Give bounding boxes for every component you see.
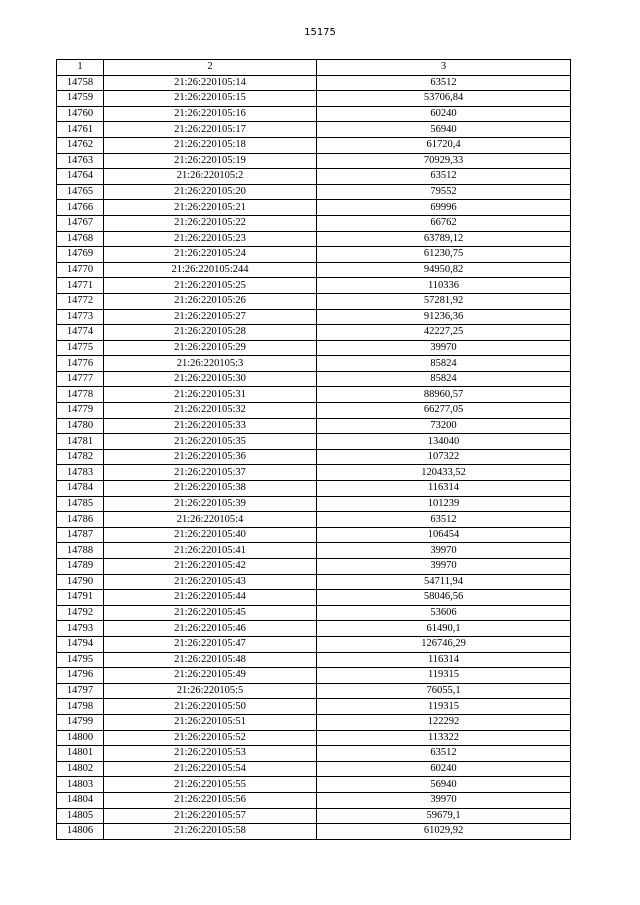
table-row [57,449,571,465]
row-number-cell: 14777 [57,371,104,387]
cadastral-number-cell: 21:26:220105:21 [104,200,317,216]
cadastral-number-cell: 21:26:220105:51 [104,714,317,730]
table-row [57,169,571,185]
value-cell: 106454 [317,527,571,543]
value-cell: 107322 [317,449,571,465]
table-row [57,278,571,294]
row-number-cell: 14799 [57,714,104,730]
cadastral-number-cell: 21:26:220105:40 [104,527,317,543]
value-cell: 53706,84 [317,91,571,107]
value-cell: 119315 [317,699,571,715]
cadastral-number-cell: 21:26:220105:36 [104,449,317,465]
row-number-cell: 14805 [57,808,104,824]
value-cell: 39970 [317,792,571,808]
cadastral-number-cell: 21:26:220105:46 [104,621,317,637]
row-number-cell: 14791 [57,590,104,606]
cadastral-number-cell: 21:26:220105:37 [104,465,317,481]
cadastral-number-cell: 21:26:220105:35 [104,434,317,450]
table-row [57,91,571,107]
cadastral-number-cell: 21:26:220105:54 [104,761,317,777]
row-number-cell: 14798 [57,699,104,715]
cadastral-number-cell: 21:26:220105:48 [104,652,317,668]
row-number-cell: 14768 [57,231,104,247]
table-row [57,559,571,575]
value-cell: 63789,12 [317,231,571,247]
table-body [57,75,571,839]
value-cell: 110336 [317,278,571,294]
row-number-cell: 14766 [57,200,104,216]
value-cell: 79552 [317,184,571,200]
value-cell: 57281,92 [317,293,571,309]
value-cell: 85824 [317,356,571,372]
table-row [57,184,571,200]
cadastral-number-cell: 21:26:220105:20 [104,184,317,200]
table-row [57,730,571,746]
value-cell: 101239 [317,496,571,512]
row-number-cell: 14764 [57,169,104,185]
cadastral-number-cell: 21:26:220105:244 [104,262,317,278]
table-row [57,418,571,434]
value-cell: 60240 [317,106,571,122]
value-cell: 42227,25 [317,325,571,341]
cadastral-number-cell: 21:26:220105:27 [104,309,317,325]
cadastral-number-cell: 21:26:220105:55 [104,777,317,793]
row-number-cell: 14804 [57,792,104,808]
row-number-cell: 14765 [57,184,104,200]
table-row [57,777,571,793]
row-number-cell: 14789 [57,559,104,575]
cadastral-number-cell: 21:26:220105:19 [104,153,317,169]
value-cell: 70929,33 [317,153,571,169]
value-cell: 116314 [317,652,571,668]
value-cell: 60240 [317,761,571,777]
row-number-cell: 14781 [57,434,104,450]
row-number-cell: 14762 [57,137,104,153]
value-cell: 39970 [317,559,571,575]
cadastral-number-cell: 21:26:220105:24 [104,247,317,263]
table-row [57,465,571,481]
column-header-1: 1 [57,60,104,76]
table-row [57,122,571,138]
row-number-cell: 14790 [57,574,104,590]
cadastral-number-cell: 21:26:220105:23 [104,231,317,247]
cadastral-number-cell: 21:26:220105:15 [104,91,317,107]
row-number-cell: 14769 [57,247,104,263]
row-number-cell: 14795 [57,652,104,668]
value-cell: 85824 [317,371,571,387]
cadastral-number-cell: 21:26:220105:30 [104,371,317,387]
row-number-cell: 14786 [57,512,104,528]
value-cell: 120433,52 [317,465,571,481]
cadastral-number-cell: 21:26:220105:38 [104,481,317,497]
table-row [57,714,571,730]
row-number-cell: 14787 [57,527,104,543]
row-number-cell: 14775 [57,340,104,356]
table-row [57,746,571,762]
table-row [57,590,571,606]
table-row [57,543,571,559]
value-cell: 134040 [317,434,571,450]
table-row [57,652,571,668]
cadastral-number-cell: 21:26:220105:58 [104,824,317,840]
cadastral-value-table [56,59,571,840]
row-number-cell: 14792 [57,605,104,621]
row-number-cell: 14801 [57,746,104,762]
cadastral-number-cell: 21:26:220105:31 [104,387,317,403]
row-number-cell: 14760 [57,106,104,122]
table-row [57,683,571,699]
table-row [57,481,571,497]
value-cell: 113322 [317,730,571,746]
row-number-cell: 14761 [57,122,104,138]
cadastral-number-cell: 21:26:220105:42 [104,559,317,575]
row-number-cell: 14772 [57,293,104,309]
cadastral-number-cell: 21:26:220105:57 [104,808,317,824]
cadastral-number-cell: 21:26:220105:25 [104,278,317,294]
row-number-cell: 14785 [57,496,104,512]
table-row [57,356,571,372]
value-cell: 54711,94 [317,574,571,590]
cadastral-number-cell: 21:26:220105:14 [104,75,317,91]
table-row [57,621,571,637]
table-row [57,574,571,590]
row-number-cell: 14802 [57,761,104,777]
value-cell: 63512 [317,746,571,762]
value-cell: 61230,75 [317,247,571,263]
value-cell: 122292 [317,714,571,730]
value-cell: 66277,05 [317,403,571,419]
table-row [57,262,571,278]
table-row [57,636,571,652]
row-number-cell: 14806 [57,824,104,840]
cadastral-number-cell: 21:26:220105:3 [104,356,317,372]
cadastral-number-cell: 21:26:220105:4 [104,512,317,528]
row-number-cell: 14770 [57,262,104,278]
table-row [57,434,571,450]
row-number-cell: 14783 [57,465,104,481]
table-row [57,387,571,403]
value-cell: 63512 [317,512,571,528]
cadastral-number-cell: 21:26:220105:17 [104,122,317,138]
row-number-cell: 14763 [57,153,104,169]
row-number-cell: 14796 [57,668,104,684]
value-cell: 39970 [317,340,571,356]
cadastral-number-cell: 21:26:220105:16 [104,106,317,122]
table-row [57,512,571,528]
row-number-cell: 14800 [57,730,104,746]
cadastral-number-cell: 21:26:220105:47 [104,636,317,652]
row-number-cell: 14784 [57,481,104,497]
row-number-cell: 14776 [57,356,104,372]
value-cell: 88960,57 [317,387,571,403]
cadastral-number-cell: 21:26:220105:2 [104,169,317,185]
row-number-cell: 14758 [57,75,104,91]
table-row [57,200,571,216]
table-row [57,215,571,231]
table-row [57,699,571,715]
row-number-cell: 14778 [57,387,104,403]
table-row [57,325,571,341]
cadastral-number-cell: 21:26:220105:45 [104,605,317,621]
value-cell: 76055,1 [317,683,571,699]
table-row [57,371,571,387]
cadastral-number-cell: 21:26:220105:41 [104,543,317,559]
table-row [57,496,571,512]
table-row [57,668,571,684]
value-cell: 61029,92 [317,824,571,840]
row-number-cell: 14788 [57,543,104,559]
table-row [57,527,571,543]
cadastral-number-cell: 21:26:220105:22 [104,215,317,231]
cadastral-number-cell: 21:26:220105:28 [104,325,317,341]
column-header-2: 2 [104,60,317,76]
cadastral-number-cell: 21:26:220105:33 [104,418,317,434]
table-row [57,106,571,122]
value-cell: 66762 [317,215,571,231]
value-cell: 61490,1 [317,621,571,637]
table-row [57,75,571,91]
cadastral-number-cell: 21:26:220105:43 [104,574,317,590]
table-row [57,761,571,777]
value-cell: 94950,82 [317,262,571,278]
cadastral-number-cell: 21:26:220105:26 [104,293,317,309]
cadastral-number-cell: 21:26:220105:44 [104,590,317,606]
row-number-cell: 14779 [57,403,104,419]
cadastral-number-cell: 21:26:220105:32 [104,403,317,419]
value-cell: 53606 [317,605,571,621]
table-row [57,247,571,263]
value-cell: 63512 [317,169,571,185]
table-row [57,824,571,840]
cadastral-number-cell: 21:26:220105:56 [104,792,317,808]
cadastral-number-cell: 21:26:220105:18 [104,137,317,153]
cadastral-number-cell: 21:26:220105:52 [104,730,317,746]
row-number-cell: 14759 [57,91,104,107]
value-cell: 56940 [317,122,571,138]
row-number-cell: 14773 [57,309,104,325]
value-cell: 116314 [317,481,571,497]
row-number-cell: 14793 [57,621,104,637]
value-cell: 119315 [317,668,571,684]
table-row [57,137,571,153]
table-row [57,231,571,247]
value-cell: 126746,29 [317,636,571,652]
page-number: 15175 [304,27,336,38]
value-cell: 39970 [317,543,571,559]
value-cell: 56940 [317,777,571,793]
table-header-row [57,60,571,76]
table-row [57,340,571,356]
row-number-cell: 14782 [57,449,104,465]
cadastral-number-cell: 21:26:220105:39 [104,496,317,512]
column-header-3: 3 [317,60,571,76]
row-number-cell: 14780 [57,418,104,434]
row-number-cell: 14803 [57,777,104,793]
table-row [57,153,571,169]
table-row [57,792,571,808]
value-cell: 61720,4 [317,137,571,153]
row-number-cell: 14767 [57,215,104,231]
row-number-cell: 14797 [57,683,104,699]
table-row [57,808,571,824]
table-row [57,293,571,309]
value-cell: 58046,56 [317,590,571,606]
cadastral-number-cell: 21:26:220105:53 [104,746,317,762]
row-number-cell: 14771 [57,278,104,294]
row-number-cell: 14794 [57,636,104,652]
table-row [57,403,571,419]
table-row [57,309,571,325]
table-row [57,605,571,621]
value-cell: 69996 [317,200,571,216]
cadastral-number-cell: 21:26:220105:5 [104,683,317,699]
value-cell: 91236,36 [317,309,571,325]
cadastral-number-cell: 21:26:220105:50 [104,699,317,715]
value-cell: 59679,1 [317,808,571,824]
cadastral-number-cell: 21:26:220105:29 [104,340,317,356]
value-cell: 63512 [317,75,571,91]
row-number-cell: 14774 [57,325,104,341]
value-cell: 73200 [317,418,571,434]
cadastral-number-cell: 21:26:220105:49 [104,668,317,684]
